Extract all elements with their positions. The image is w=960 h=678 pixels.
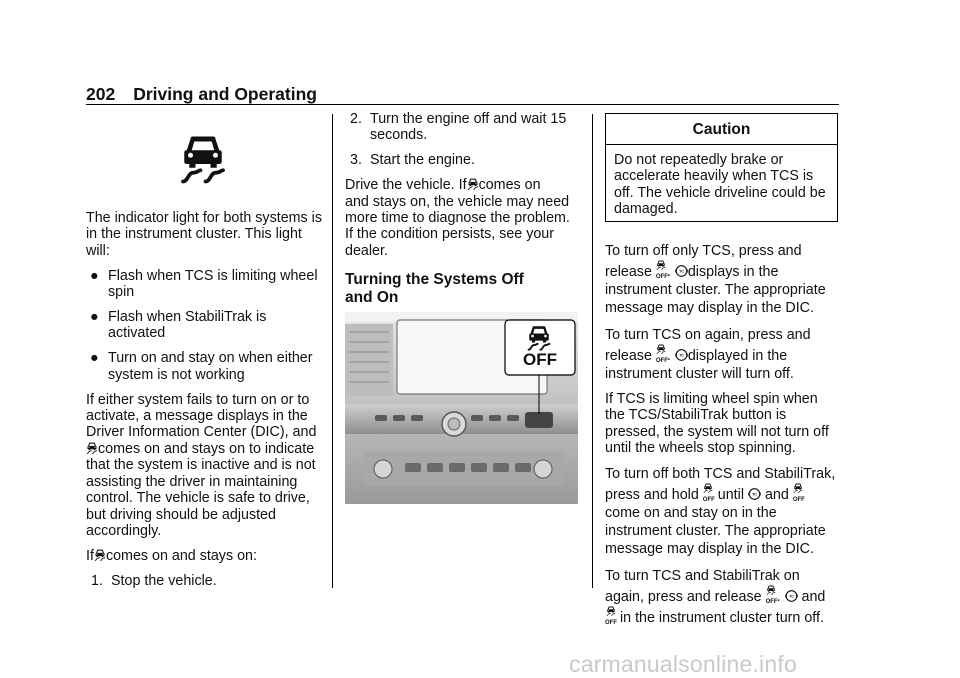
- stabilitrak-small-icon: [86, 441, 98, 455]
- stabilitrak-off-icon: OFF: [656, 260, 667, 281]
- stabilitrak-off-icon: OFF: [656, 344, 667, 365]
- caution-box: [605, 113, 838, 222]
- stabilitrak-indicator-icon: [178, 133, 228, 185]
- tcs-off-icon: [675, 348, 688, 362]
- column-1: [86, 210, 326, 598]
- indicator-intro: The indicator light for both systems is in the instrument cluster. This light will:: [86, 210, 322, 259]
- failure-paragraph: If either system fails to turn on or to activate, a message displays in the Driver Information Center (DIC), and comes on and stays on to indicate that the system is inactive and is not assisting the driver in maintaining control. The vehicle is safe to drive, but driving should be adjusted accordingly.: [86, 391, 317, 539]
- bullet: ●: [90, 267, 99, 284]
- list-item: 2. Turn the engine off and wait 15 seconds.: [350, 111, 567, 144]
- section-title: Driving and Operating: [133, 84, 317, 104]
- list-item: ● Flash when StabiliTrak is activated: [90, 309, 267, 342]
- drive-vehicle-paragraph: Drive the vehicle. If comes on and stays on, the vehicle may need more time to diagnose the problem. If the condition persists, see your dealer.: [345, 177, 570, 259]
- stabilitrak-off-icon: OFF: [793, 483, 804, 504]
- column-divider-2: [592, 114, 593, 588]
- turn-on-both-paragraph: To turn TCS and StabiliTrak on again, press and release OFF. and OFF in the instrument cluster turn off.: [605, 567, 826, 626]
- tcs-off-icon: [675, 264, 688, 278]
- turn-on-tcs-paragraph: To turn TCS on again, press and release OFF. displayed in the instrument cluster will turn off.: [605, 326, 811, 382]
- column-2: [345, 111, 577, 307]
- stabilitrak-off-icon: OFF: [703, 483, 714, 504]
- stabilitrak-small-icon: [467, 177, 479, 191]
- watermark: carmanualsonline.info: [569, 651, 797, 677]
- tcs-off-icon: [748, 487, 761, 501]
- turn-off-tcs-paragraph: To turn off only TCS, press and release OFF. displays in the instrument cluster. The appropriate message may display in the DIC.: [605, 243, 826, 316]
- list-item: ● Flash when TCS is limiting wheel spin: [90, 267, 318, 301]
- bullet: ●: [90, 309, 99, 326]
- if-comes-on-paragraph: If comes on and stays on:: [86, 547, 257, 564]
- list-item: 1. Stop the vehicle.: [91, 572, 217, 589]
- turn-off-both-paragraph: To turn off both TCS and StabiliTrak, press and hold OFF until and OFF come on and stay on in the instrument cluster. The appropriate message may display in the DIC.: [605, 466, 836, 558]
- column-3: [605, 242, 841, 635]
- bullet: ●: [90, 350, 99, 367]
- caution-body: Do not repeatedly brake or accelerate heavily when TCS is off. The vehicle driveline could be damaged.: [614, 152, 826, 218]
- wheel-spin-paragraph: If TCS is limiting wheel spin when the TCS/StabiliTrak button is pressed, the system will not turn off until the wheels stop spinning.: [605, 391, 829, 457]
- tcs-off-icon: [785, 589, 798, 603]
- stabilitrak-small-icon: [94, 548, 106, 562]
- illustration-off-label: OFF: [523, 350, 557, 369]
- page-header: [86, 84, 317, 105]
- list-item: 3. Start the engine.: [350, 152, 475, 169]
- caution-title: Caution: [606, 114, 837, 145]
- page-number: 202: [86, 84, 116, 104]
- center-console-illustration: [345, 312, 578, 504]
- header-rule: [86, 104, 839, 105]
- column-divider-1: [332, 114, 333, 588]
- section-heading: Turning the Systems Off and On: [345, 271, 524, 307]
- stabilitrak-off-icon: OFF: [605, 606, 616, 627]
- stabilitrak-off-icon: OFF: [766, 585, 777, 606]
- list-item: ● Turn on and stay on when either system is not working: [90, 350, 313, 383]
